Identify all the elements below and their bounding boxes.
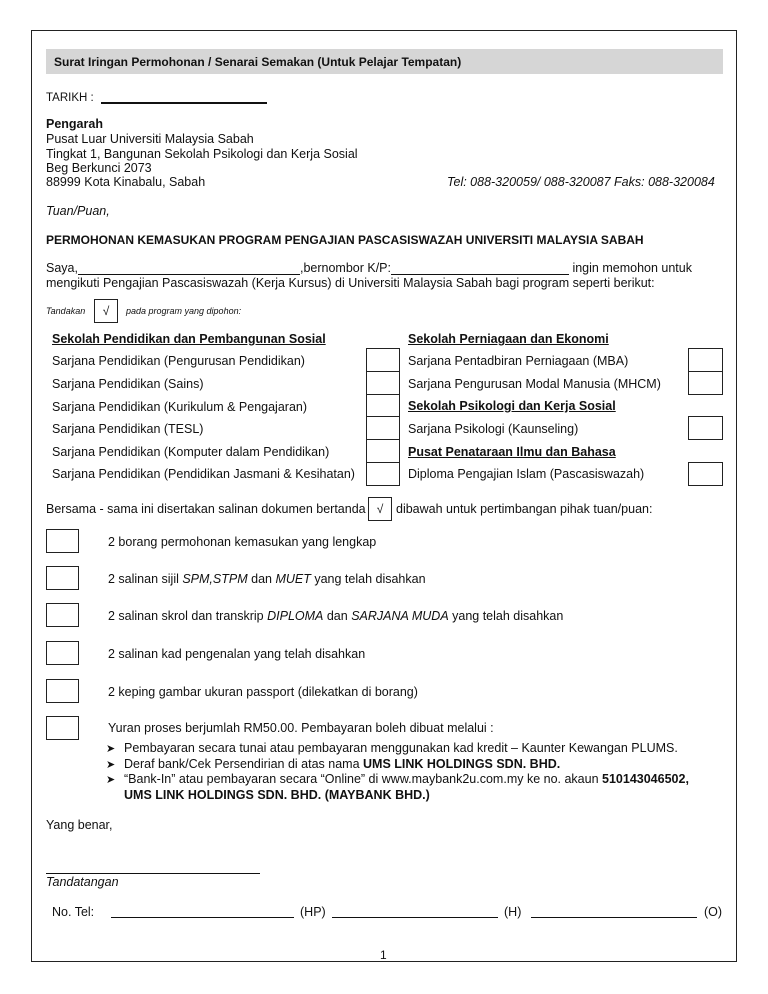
document-checkbox[interactable] <box>46 716 79 740</box>
tick-note-before: Tandakan <box>46 306 86 316</box>
program-label: Sarjana Pendidikan (Kurikulum & Pengajaran) <box>52 400 308 414</box>
program-checkbox[interactable] <box>366 439 400 463</box>
document-checkbox[interactable] <box>46 566 79 590</box>
program-label: Diploma Pengajian Islam (Pascasiswazah) <box>408 467 645 481</box>
doc-text: dan <box>323 609 352 623</box>
recipient-line: Beg Berkunci 2073 <box>46 161 152 175</box>
payment-account-name: UMS LINK HOLDINGS SDN. BHD. (MAYBANK BHD.) <box>124 788 430 802</box>
program-checkbox[interactable] <box>366 371 400 395</box>
program-checkbox[interactable] <box>688 416 723 440</box>
document-checkbox[interactable] <box>46 529 79 553</box>
doc-text: 2 salinan sijil <box>108 572 183 586</box>
payment-item <box>106 741 678 755</box>
phone-hp-label: (HP) <box>300 905 326 919</box>
date-row <box>46 90 267 104</box>
payment-item <box>106 772 689 786</box>
payment-text: Pembayaran secara tunai atau pembayaran menggunakan kad kredit – Kaunter Kewangan PLUMS. <box>124 741 678 755</box>
intro-saya: Saya, <box>46 261 78 275</box>
right-school-heading: Pusat Penataraan Ilmu dan Bahasa <box>408 445 616 459</box>
phone-h-field[interactable] <box>332 917 498 918</box>
program-label: Sarjana Pendidikan (Sains) <box>52 377 204 391</box>
doc-text: 2 salinan skrol dan transkrip <box>108 609 268 623</box>
doc-text: yang telah disahkan <box>310 572 426 586</box>
ic-number-field[interactable] <box>391 262 569 275</box>
arrow-bullet-icon: ➤ <box>106 759 116 771</box>
phone-o-label: (O) <box>704 905 723 919</box>
recipient-line: Pusat Luar Universiti Malaysia Sabah <box>46 132 254 146</box>
subject-line: PERMOHONAN KEMASUKAN PROGRAM PENGAJIAN PASCASISWAZAH UNIVERSITI MALAYSIA SABAH <box>46 233 644 247</box>
document-checkbox[interactable] <box>46 603 79 627</box>
doc-text: yang telah disahkan <box>448 609 564 623</box>
program-checkbox[interactable] <box>688 462 723 486</box>
program-checkbox[interactable] <box>366 394 400 418</box>
date-label: TARIKH : <box>46 92 94 104</box>
recipient-line: 88999 Kota Kinabalu, Sabah <box>46 175 206 189</box>
tick-example-box: √ <box>368 497 392 521</box>
program-checkbox[interactable] <box>366 462 400 486</box>
signature-line[interactable] <box>46 873 260 874</box>
payment-text: Deraf bank/Cek Persendirian di atas nama <box>124 757 364 771</box>
page-number: 1 <box>380 948 387 962</box>
tick-note-after: pada program yang dipohon: <box>126 306 242 316</box>
program-label: Sarjana Pendidikan (Pendidikan Jasmani & Kesihatan) <box>52 467 355 481</box>
signature-label: Tandatangan <box>46 875 119 889</box>
tick-example-box: √ <box>94 299 118 323</box>
intro-line <box>46 261 692 275</box>
program-label: Sarjana Pendidikan (Pengurusan Pendidikan) <box>52 354 305 368</box>
doc-text: MUET <box>275 572 311 586</box>
payment-text: “Bank-In” atau pembayaran secara “Online” di www.maybank2u.com.my ke no. akaun <box>124 772 603 786</box>
document-item: 2 borang permohonan kemasukan yang lengkap <box>108 535 377 549</box>
document-checkbox[interactable] <box>46 641 79 665</box>
document-item <box>108 609 563 623</box>
document-item <box>108 572 426 586</box>
program-label: Sarjana Pentadbiran Perniagaan (MBA) <box>408 354 629 368</box>
attached-before: Bersama - sama ini disertakan salinan dokumen bertanda <box>46 502 366 516</box>
doc-text: dan <box>247 572 276 586</box>
salutation: Tuan/Puan, <box>46 204 110 218</box>
contact-info: Tel: 088-320059/ 088-320087 Faks: 088-320084 <box>447 175 715 189</box>
recipient-line: Tingkat 1, Bangunan Sekolah Psikologi dan Kerja Sosial <box>46 147 358 161</box>
payment-text: UMS LINK HOLDINGS SDN. BHD. <box>363 757 561 771</box>
payment-item <box>106 757 560 771</box>
document-item: Yuran proses berjumlah RM50.00. Pembayaran boleh dibuat melalui : <box>108 721 494 735</box>
document-item: 2 keping gambar ukuran passport (dilekatkan di borang) <box>108 685 418 699</box>
closing: Yang benar, <box>46 818 113 832</box>
payment-text: 510143046502, <box>602 772 689 786</box>
right-school-heading: Sekolah Perniagaan dan Ekonomi <box>408 332 609 346</box>
phone-label: No. Tel: <box>52 905 95 919</box>
date-field[interactable] <box>101 90 267 104</box>
program-checkbox[interactable] <box>688 371 723 395</box>
left-school-heading: Sekolah Pendidikan dan Pembangunan Sosial <box>52 332 326 346</box>
program-checkbox[interactable] <box>366 416 400 440</box>
intro-ic: ,bernombor K/P: <box>299 261 391 275</box>
program-checkbox[interactable] <box>688 348 723 372</box>
program-checkbox[interactable] <box>366 348 400 372</box>
document-item: 2 salinan kad pengenalan yang telah disahkan <box>108 647 366 661</box>
program-label: Sarjana Pengurusan Modal Manusia (MHCM) <box>408 377 661 391</box>
attached-after: dibawah untuk pertimbangan pihak tuan/puan: <box>396 502 653 516</box>
arrow-bullet-icon: ➤ <box>106 743 116 755</box>
intro-line-2: mengikuti Pengajian Pascasiswazah (Kerja Kursus) di Universiti Malaysia Sabah bagi program seperti berikut: <box>46 276 655 290</box>
doc-text: SPM,STPM <box>182 572 248 586</box>
form-title: Surat Iringan Permohonan / Senarai Semakan (Untuk Pelajar Tempatan) <box>46 49 723 74</box>
doc-text: SARJANA MUDA <box>351 609 449 623</box>
doc-text: DIPLOMA <box>267 609 324 623</box>
intro-ingin: ingin memohon untuk <box>568 261 692 275</box>
program-label: Sarjana Pendidikan (Komputer dalam Pendidikan) <box>52 445 330 459</box>
right-school-heading: Sekolah Psikologi dan Kerja Sosial <box>408 399 616 413</box>
document-checkbox[interactable] <box>46 679 79 703</box>
phone-o-field[interactable] <box>531 917 697 918</box>
phone-h-label: (H) <box>504 905 522 919</box>
arrow-bullet-icon: ➤ <box>106 774 116 786</box>
program-label: Sarjana Pendidikan (TESL) <box>52 422 204 436</box>
program-label: Sarjana Psikologi (Kaunseling) <box>408 422 579 436</box>
phone-hp-field[interactable] <box>111 917 294 918</box>
name-field[interactable] <box>78 262 300 275</box>
recipient-title: Pengarah <box>46 117 103 131</box>
